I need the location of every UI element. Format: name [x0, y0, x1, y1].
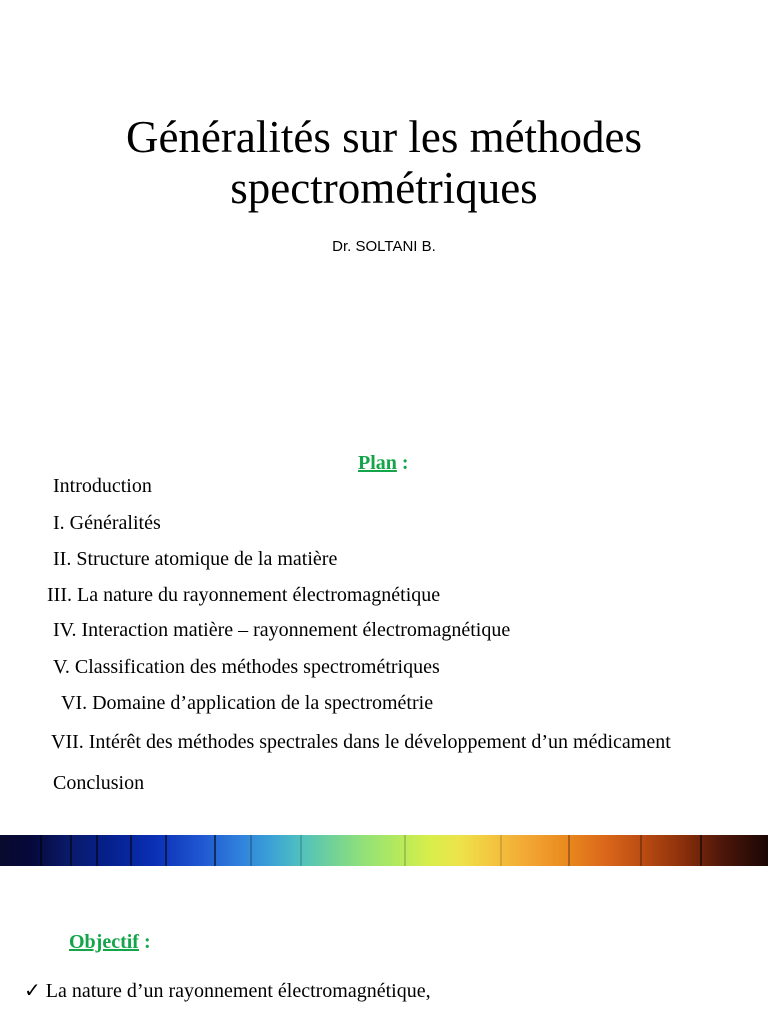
objective-heading-label: Objectif: [69, 931, 139, 953]
plan-heading-label: Plan: [358, 452, 397, 474]
plan-item-conclusion: Conclusion: [53, 772, 145, 794]
plan-item-3: III. La nature du rayonnement électromagnétique: [47, 584, 441, 606]
plan-item-6: VI. Domaine d’application de la spectrométrie: [61, 692, 434, 714]
plan-item-1: I. Généralités: [53, 512, 161, 534]
author-name: Dr. SOLTANI B.: [332, 238, 436, 255]
title-line-2: spectrométriques: [230, 163, 538, 213]
plan-heading: [358, 452, 409, 475]
objective-item: [24, 978, 431, 1003]
page-title: [0, 112, 768, 214]
objective-heading: [69, 931, 151, 954]
objective-item-text: La nature d’un rayonnement électromagnétique,: [45, 980, 431, 1002]
plan-item-5: V. Classification des méthodes spectrométriques: [53, 656, 440, 678]
spectrum-banner: [0, 835, 768, 866]
plan-item-7: VII. Intérêt des méthodes spectrales dans le développement d’un médicament: [51, 731, 671, 753]
plan-item-introduction: Introduction: [53, 475, 152, 497]
plan-heading-colon: :: [396, 452, 409, 474]
checkmark-icon: ✓: [24, 980, 41, 1002]
objective-heading-colon: :: [138, 931, 151, 953]
plan-item-2: II. Structure atomique de la matière: [53, 548, 338, 570]
plan-item-4: IV. Interaction matière – rayonnement électromagnétique: [53, 619, 511, 641]
title-line-1: Généralités sur les méthodes: [125, 112, 643, 162]
